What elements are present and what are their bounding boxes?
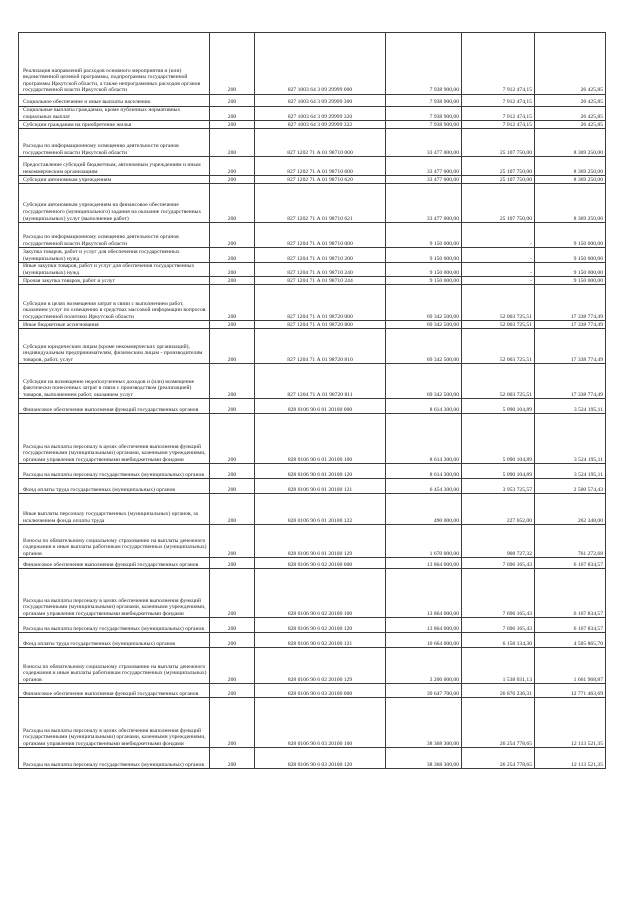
table-row [19, 479, 606, 494]
row-executed-amount: 25 107 750,00 [462, 157, 535, 176]
row-approved-amount: 69 342 500,00 [386, 285, 462, 321]
row-remaining-amount: 4 505 865,70 [535, 633, 606, 648]
row-name: Субсидии в целях возмещения затрат в связи с выполнением работ, оказанием услуг по освещению в средствах массовой информации вопросов государственной политики Иркутской области [19, 285, 210, 321]
row-remaining-amount: 761 272,68 [535, 525, 606, 558]
table-row [19, 633, 606, 648]
row-executed-amount: - [462, 277, 535, 285]
row-executed-amount: - [462, 223, 535, 248]
row-approved-amount: 8 614 300,00 [386, 414, 462, 464]
row-line-code: 200 [210, 684, 255, 698]
row-executed-amount: 7 696 165,43 [462, 618, 535, 633]
row-approved-amount: 9 150 000,00 [386, 248, 462, 263]
row-approved-amount: 69 342 500,00 [386, 329, 462, 364]
row-approved-amount: 33 477 000,00 [386, 129, 462, 157]
row-remaining-amount: 26 425,85 [535, 107, 606, 121]
row-name: Социальное обеспечение и иные выплаты населению [19, 95, 210, 107]
row-name: Иные бюджетные ассигнования [19, 321, 210, 329]
row-executed-amount: 52 003 725,51 [462, 364, 535, 399]
row-name: Расходы на выплаты персоналу государственных (муниципальных) органов [19, 464, 210, 479]
row-executed-amount: - [462, 263, 535, 277]
row-name: Субсидии автономным учреждениям на финансовое обеспечение государственного (муниципального) задания на оказание государственных (муниципальных) услуг (выполнение работ) [19, 184, 210, 223]
row-approved-amount: 9 150 000,00 [386, 223, 462, 248]
row-name: Расходы на выплаты персоналу в целях обеспечения выполнения функций государственными (муниципальными) органами, казенными учреждениями, органами управления государственными внебюджетными фондами [19, 414, 210, 464]
row-remaining-amount: 8 369 250,00 [535, 176, 606, 184]
row-approved-amount: 8 614 300,00 [386, 464, 462, 479]
row-budget-code: 827 1204 71 А 01 98710 000 [255, 223, 386, 248]
row-approved-amount: 13 864 000,00 [386, 618, 462, 633]
row-executed-amount: 6 158 134,30 [462, 633, 535, 648]
table-row [19, 176, 606, 184]
row-approved-amount: 6 454 300,00 [386, 479, 462, 494]
row-line-code: 200 [210, 525, 255, 558]
row-line-code: 200 [210, 285, 255, 321]
row-budget-code: 827 1202 71 А 01 98710 621 [255, 184, 386, 223]
table-row [19, 184, 606, 223]
row-approved-amount: 13 864 000,00 [386, 558, 462, 569]
row-budget-code: 827 1204 71 А 01 98720 810 [255, 329, 386, 364]
row-executed-amount: 25 107 750,00 [462, 176, 535, 184]
row-budget-code: 828 0106 90 6 02 20100 100 [255, 569, 386, 618]
table-row [19, 157, 606, 176]
row-budget-code: 827 1003 64 3 09 29999 320 [255, 107, 386, 121]
row-budget-code: 827 1003 64 3 09 29999 322 [255, 121, 386, 129]
row-remaining-amount: 262 348,00 [535, 494, 606, 525]
row-remaining-amount: 12 771 463,69 [535, 684, 606, 698]
row-line-code: 200 [210, 157, 255, 176]
row-line-code: 200 [210, 263, 255, 277]
row-budget-code: 828 0106 90 6 03 20100 100 [255, 698, 386, 748]
row-budget-code: 828 0106 90 6 02 20100 120 [255, 618, 386, 633]
row-executed-amount: 52 003 725,51 [462, 285, 535, 321]
table-row [19, 684, 606, 698]
row-line-code: 200 [210, 414, 255, 464]
table-row [19, 414, 606, 464]
row-budget-code: 827 1204 71 А 01 98720 800 [255, 321, 386, 329]
row-line-code: 200 [210, 223, 255, 248]
row-approved-amount: 69 342 500,00 [386, 321, 462, 329]
row-remaining-amount: 17 338 774,49 [535, 364, 606, 399]
row-budget-code: 828 0106 90 6 02 20100 000 [255, 558, 386, 569]
row-remaining-amount: 8 369 250,00 [535, 184, 606, 223]
table-row [19, 525, 606, 558]
table-row [19, 329, 606, 364]
row-executed-amount: 3 953 725,57 [462, 479, 535, 494]
table-row [19, 558, 606, 569]
row-line-code: 200 [210, 399, 255, 414]
table-row [19, 569, 606, 618]
row-line-code: 200 [210, 129, 255, 157]
table-body [19, 33, 606, 769]
row-name: Расходы на выплаты персоналу в целях обеспечения выполнения функций государственными (муниципальными) органами, казенными учреждениями, органами управления государственными внебюджетными фондами [19, 698, 210, 748]
row-budget-code: 827 1204 71 А 01 98720 811 [255, 364, 386, 399]
table-row [19, 464, 606, 479]
budget-execution-table [18, 32, 606, 769]
row-approved-amount: 10 664 000,00 [386, 633, 462, 648]
row-line-code: 200 [210, 494, 255, 525]
row-approved-amount: 38 368 300,00 [386, 748, 462, 769]
row-name: Расходы по информационному освещению деятельности органов государственной власти Иркутской области [19, 223, 210, 248]
row-budget-code: 828 0106 90 6 01 20100 120 [255, 464, 386, 479]
row-approved-amount: 33 477 000,00 [386, 157, 462, 176]
row-name: Закупка товаров, работ и услуг для обеспечения государственных (муниципальных) нужд [19, 248, 210, 263]
row-remaining-amount: 12 113 521,35 [535, 698, 606, 748]
row-executed-amount: 25 107 750,00 [462, 184, 535, 223]
row-approved-amount: 39 647 700,00 [386, 684, 462, 698]
row-executed-amount: - [462, 248, 535, 263]
row-line-code: 200 [210, 277, 255, 285]
table-row [19, 248, 606, 263]
row-name: Реализация направлений расходов основного мероприятия и (или) ведомственной целевой программы, подпрограммы государственной программы Иркутской области, а также непрограммных расходов органов государственной власти Иркутской области [19, 33, 210, 95]
row-executed-amount: 26 254 778,65 [462, 748, 535, 769]
table-row [19, 618, 606, 633]
row-name: Расходы на выплаты персоналу в целях обеспечения выполнения функций государственными (муниципальными) органами, казенными учреждениями, органами управления государственными внебюджетными фондами [19, 569, 210, 618]
row-budget-code: 828 0106 90 6 01 20100 122 [255, 494, 386, 525]
row-budget-code: 828 0106 90 6 01 20100 121 [255, 479, 386, 494]
row-approved-amount: 13 864 000,00 [386, 569, 462, 618]
row-budget-code: 827 1204 71 А 01 98710 200 [255, 248, 386, 263]
row-budget-code: 828 0106 90 6 02 20100 129 [255, 648, 386, 684]
row-approved-amount: 8 614 300,00 [386, 399, 462, 414]
row-executed-amount: 52 003 725,51 [462, 321, 535, 329]
row-name: Фонд оплаты труда государственных (муниципальных) органов [19, 633, 210, 648]
row-name: Взносы по обязательному социальному страхованию на выплаты денежного содержания и иные выплаты работникам государственных (муниципальных) органов [19, 648, 210, 684]
row-budget-code: 827 1204 71 А 01 98720 000 [255, 285, 386, 321]
row-name: Предоставление субсидий бюджетным, автономным учреждениям и иным некоммерческим организациям [19, 157, 210, 176]
row-line-code: 200 [210, 748, 255, 769]
row-line-code: 200 [210, 184, 255, 223]
row-name: Субсидии юридическим лицам (кроме некоммерческих организаций), индивидуальным предпринимателям, физическим лицам - производителям товаров, работ, услуг [19, 329, 210, 364]
row-remaining-amount: 12 113 521,35 [535, 748, 606, 769]
row-approved-amount: 38 368 300,00 [386, 698, 462, 748]
row-remaining-amount: 9 150 000,00 [535, 223, 606, 248]
row-executed-amount: 26 254 778,65 [462, 698, 535, 748]
row-remaining-amount: 17 338 774,49 [535, 321, 606, 329]
row-executed-amount: 7 696 165,43 [462, 558, 535, 569]
row-approved-amount: 7 938 900,00 [386, 95, 462, 107]
table-row [19, 95, 606, 107]
row-line-code: 200 [210, 176, 255, 184]
table-row [19, 748, 606, 769]
row-approved-amount: 7 938 900,00 [386, 33, 462, 95]
row-budget-code: 828 0106 90 6 01 20100 100 [255, 414, 386, 464]
row-remaining-amount: 3 524 195,11 [535, 414, 606, 464]
row-budget-code: 827 1204 71 А 01 98710 240 [255, 263, 386, 277]
row-remaining-amount: 6 167 834,57 [535, 618, 606, 633]
row-approved-amount: 33 477 000,00 [386, 176, 462, 184]
row-remaining-amount: 17 338 774,49 [535, 285, 606, 321]
row-budget-code: 827 1202 71 А 01 98710 620 [255, 176, 386, 184]
row-line-code: 200 [210, 569, 255, 618]
row-remaining-amount: 6 167 834,57 [535, 569, 606, 618]
row-approved-amount: 9 150 000,00 [386, 263, 462, 277]
table-row [19, 321, 606, 329]
row-executed-amount: 52 003 725,51 [462, 329, 535, 364]
row-approved-amount: 33 477 000,00 [386, 184, 462, 223]
row-executed-amount: 7 696 165,43 [462, 569, 535, 618]
row-name: Расходы на выплаты персоналу государственных (муниципальных) органов [19, 618, 210, 633]
row-name: Взносы по обязательному социальному страхованию на выплаты денежного содержания и иные выплаты работникам государственных (муниципальных) органов [19, 525, 210, 558]
row-approved-amount: 3 200 000,00 [386, 648, 462, 684]
row-name: Субсидии гражданам на приобретение жилья [19, 121, 210, 129]
row-name: Субсидии автономным учреждениям [19, 176, 210, 184]
table-row [19, 494, 606, 525]
row-approved-amount: 7 938 900,00 [386, 121, 462, 129]
row-budget-code: 827 1204 71 А 01 98710 244 [255, 277, 386, 285]
row-budget-code: 828 0106 90 6 01 20100 000 [255, 399, 386, 414]
row-remaining-amount: 26 425,85 [535, 95, 606, 107]
row-remaining-amount: 26 425,85 [535, 33, 606, 95]
table-row [19, 121, 606, 129]
row-name: Финансовое обеспечение выполнения функций государственных органов [19, 684, 210, 698]
row-line-code: 200 [210, 121, 255, 129]
row-remaining-amount: 8 369 250,00 [535, 157, 606, 176]
row-remaining-amount: 9 150 000,00 [535, 277, 606, 285]
row-executed-amount: 7 912 474,15 [462, 107, 535, 121]
row-name: Социальные выплаты гражданам, кроме публичных нормативных социальных выплат [19, 107, 210, 121]
row-line-code: 200 [210, 698, 255, 748]
row-executed-amount: 7 912 474,15 [462, 95, 535, 107]
row-remaining-amount: 17 338 774,49 [535, 329, 606, 364]
row-remaining-amount: 2 500 574,43 [535, 479, 606, 494]
table-row [19, 223, 606, 248]
table-row [19, 399, 606, 414]
budget-table-page [18, 32, 605, 769]
row-line-code: 200 [210, 329, 255, 364]
row-name: Расходы по информационному освещению деятельности органов государственной власти Иркутской области [19, 129, 210, 157]
row-budget-code: 827 1202 71 А 01 98710 000 [255, 129, 386, 157]
row-executed-amount: 908 727,32 [462, 525, 535, 558]
row-executed-amount: 1 538 031,13 [462, 648, 535, 684]
row-name: Иные закупки товаров, работ и услуг для обеспечения государственных (муниципальных) нужд [19, 263, 210, 277]
row-name: Прочая закупка товаров, работ и услуг [19, 277, 210, 285]
row-approved-amount: 1 670 000,00 [386, 525, 462, 558]
row-executed-amount: 5 090 104,89 [462, 399, 535, 414]
row-remaining-amount: 9 150 000,00 [535, 248, 606, 263]
row-line-code: 200 [210, 107, 255, 121]
row-budget-code: 827 1202 71 А 01 98710 600 [255, 157, 386, 176]
row-line-code: 200 [210, 364, 255, 399]
table-row [19, 364, 606, 399]
table-row [19, 263, 606, 277]
table-row [19, 107, 606, 121]
row-executed-amount: 227 652,00 [462, 494, 535, 525]
row-remaining-amount: 6 167 834,57 [535, 558, 606, 569]
table-row [19, 33, 606, 95]
row-budget-code: 828 0106 90 6 03 20100 000 [255, 684, 386, 698]
row-approved-amount: 490 000,00 [386, 494, 462, 525]
table-row [19, 648, 606, 684]
row-line-code: 200 [210, 33, 255, 95]
table-row [19, 277, 606, 285]
row-name: Иные выплаты персоналу государственных (муниципальных) органов, за исключением фонда оплаты труда [19, 494, 210, 525]
table-row [19, 285, 606, 321]
row-approved-amount: 7 938 900,00 [386, 107, 462, 121]
row-approved-amount: 69 342 500,00 [386, 364, 462, 399]
row-executed-amount: 5 090 104,89 [462, 464, 535, 479]
row-executed-amount: 7 912 474,15 [462, 121, 535, 129]
table-row [19, 698, 606, 748]
row-remaining-amount: 3 524 195,11 [535, 464, 606, 479]
row-budget-code: 827 1003 64 3 09 29999 000 [255, 33, 386, 95]
row-budget-code: 828 0106 90 6 02 20100 121 [255, 633, 386, 648]
row-name: Расходы на выплаты персоналу государственных (муниципальных) органов [19, 748, 210, 769]
row-name: Финансовое обеспечение выполнения функций государственных органов [19, 558, 210, 569]
row-budget-code: 828 0106 90 6 01 20100 129 [255, 525, 386, 558]
row-executed-amount: 5 090 104,89 [462, 414, 535, 464]
row-remaining-amount: 8 369 250,00 [535, 129, 606, 157]
row-name: Субсидии на возмещение недополученных доходов и (или) возмещение фактически понесенных затрат в связи с производством (реализацией) товаров, выполнением работ, оказанием услуг [19, 364, 210, 399]
row-executed-amount: 25 107 750,00 [462, 129, 535, 157]
row-name: Фонд оплаты труда государственных (муниципальных) органов [19, 479, 210, 494]
table-row [19, 129, 606, 157]
row-line-code: 200 [210, 479, 255, 494]
row-executed-amount: 26 876 236,31 [462, 684, 535, 698]
row-remaining-amount: 3 524 195,11 [535, 399, 606, 414]
row-line-code: 200 [210, 464, 255, 479]
row-line-code: 200 [210, 248, 255, 263]
row-remaining-amount: 26 425,85 [535, 121, 606, 129]
row-remaining-amount: 1 661 968,87 [535, 648, 606, 684]
row-executed-amount: 7 912 474,15 [462, 33, 535, 95]
row-line-code: 200 [210, 558, 255, 569]
row-approved-amount: 9 150 000,00 [386, 277, 462, 285]
row-budget-code: 828 0106 90 6 03 20100 120 [255, 748, 386, 769]
row-name: Финансовое обеспечение выполнения функций государственных органов [19, 399, 210, 414]
row-line-code: 200 [210, 321, 255, 329]
row-line-code: 200 [210, 95, 255, 107]
row-budget-code: 827 1003 64 3 09 29999 300 [255, 95, 386, 107]
row-line-code: 200 [210, 648, 255, 684]
row-line-code: 200 [210, 633, 255, 648]
row-line-code: 200 [210, 618, 255, 633]
row-remaining-amount: 9 150 000,00 [535, 263, 606, 277]
